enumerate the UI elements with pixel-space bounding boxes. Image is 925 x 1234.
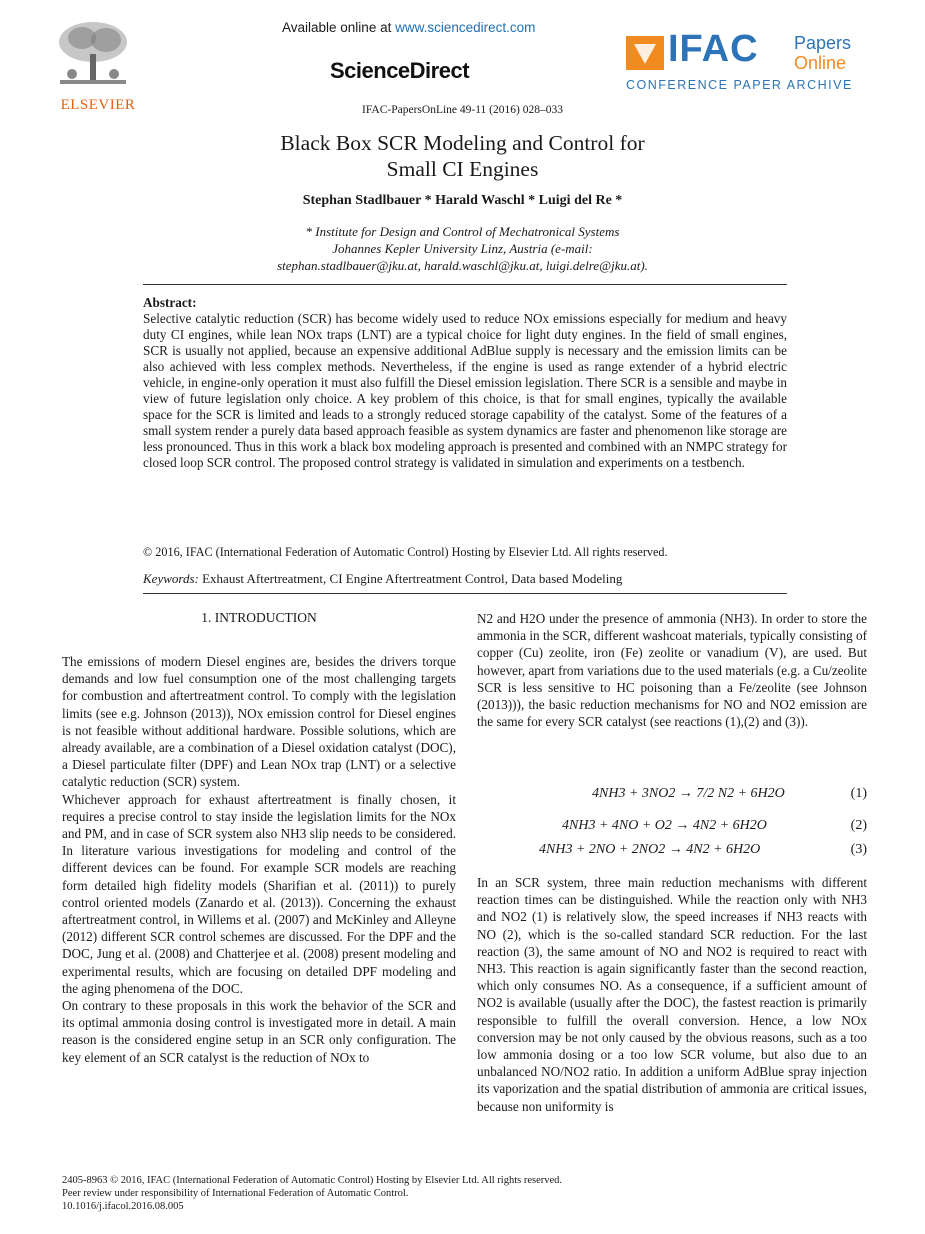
page-footer — [62, 1174, 862, 1213]
abstract-top-rule — [143, 284, 787, 285]
equation-3-number: (3) — [850, 842, 867, 857]
keywords-text: Exhaust Aftertreatment, CI Engine Aftertreatment Control, Data based Modeling — [198, 571, 623, 586]
footer-peer-review-line: Peer review under responsibility of International Federation of Automatic Control. — [62, 1188, 409, 1199]
section-heading-introduction: 1. INTRODUCTION — [201, 610, 317, 625]
copyright-line: © 2016, IFAC (International Federation of Automatic Control) Hosting by Elsevier Ltd. All rights reserved. — [143, 545, 668, 559]
equation-1: 4NH3 + 3NO2 → 7/2 N2 + 6H2O — [592, 786, 785, 801]
equation-2-number: (2) — [850, 818, 867, 833]
abstract-heading: Abstract: — [143, 295, 197, 310]
authors: Stephan Stadlbauer * Harald Waschl * Luigi del Re * — [302, 193, 623, 208]
elsevier-tree-icon — [52, 18, 134, 90]
sciencedirect-logo: ScienceDirect — [330, 58, 470, 83]
ifac-archive-label: CONFERENCE PAPER ARCHIVE — [626, 78, 853, 92]
right-column-bottom — [477, 874, 867, 1115]
intro-paragraph-3: On contrary to these proposals in this work the behavior of the SCR and its optimal ammonia dosing control is investigated more in detail. A main reason is the considered engine setup in an SCR only configuration. The key element of an SCR catalyst is the reduction of NOx to — [62, 998, 456, 1065]
ifac-wordmark: IFAC — [668, 28, 759, 70]
journal-reference: IFAC-PapersOnLine 49-11 (2016) 028–033 — [362, 104, 563, 116]
paper-title — [0, 130, 925, 182]
availability-line — [282, 20, 535, 35]
title-line-1: Black Box SCR Modeling and Control for — [280, 131, 645, 155]
title-line-2: Small CI Engines — [386, 157, 539, 181]
affiliation — [0, 223, 925, 274]
elsevier-logo — [52, 18, 144, 114]
keywords-label: Keywords: — [143, 571, 199, 586]
keywords-line — [143, 571, 787, 587]
elsevier-wordmark: ELSEVIER — [60, 97, 136, 113]
ifac-papers-online-logo — [626, 28, 871, 96]
footer-issn-line: 2405-8963 © 2016, IFAC (International Federation of Automatic Control) Hosting by Elsevier Ltd. All rights reserved. — [62, 1175, 563, 1186]
equations-block — [477, 780, 867, 862]
right-paragraph-2: In an SCR system, three main reduction mechanisms with different reaction times can be distinguished. While the reaction only with NH3 and NO2 (1) is relatively slow, the speed increases if NH3 reacts with NO (2), which is the so-called standard SCR reduction. For the last reaction (3), the same amount of NO and NO2 is required to react with NH3. This reaction is again significantly faster than the second reaction, which only consumes NO. As a consequence, if a sufficient amount of NO2 is available (usually after the DOC), the fastest reaction is primarily responsible to fulfill the overall conversion. Hence, a low NOx conversion may be not only caused by the obvious reasons, such as a too low ammonia dosing or a too low SCR volume, but also due to an unbalanced NO/NO2 ratio. In addition a uniform AdBlue spray injection its vaporization and the spatial distribution of ammonia are critical issues, because non uniformity is — [477, 875, 867, 1114]
left-column — [62, 653, 456, 1066]
available-prefix: Available online at — [282, 20, 396, 35]
right-paragraph-1: N2 and H2O under the presence of ammonia (NH3). In order to store the ammonia in the SCR, different washcoat materials, typically consisting of copper (Cu) zeolite, iron (Fe) zeolite or vanadium (V), are used. But however, apart from variations due to the used materials (e.g. a Cu/zeolite SCR is less sensitive to HC poisoning than a Fe/zeolite (see Johnson (2013))), the basic reduction mechanisms for NO and NO2 emission are the same for every SCR catalyst (see reactions (1),(2) and (3)). — [477, 611, 867, 730]
abstract-block — [143, 295, 787, 471]
ifac-emblem-icon — [626, 36, 664, 70]
affiliation-line-2: Johannes Kepler University Linz, Austria (e-mail: — [332, 241, 593, 256]
keywords-bottom-rule — [143, 593, 787, 594]
abstract-text: Selective catalytic reduction (SCR) has become widely used to reduce NOx emissions especially for medium and heavy duty CI engines, while lean NOx traps (LNT) are a typical choice for light duty engines. In the field of small engines, SCR is usually not applied, because an expensive additional AdBlue supply is necessary and the emission limits can be also achieved with less complex methods. Nevertheless, if the engine is used as range extender of a hybrid electric vehicle, in engine-only operation it must also fulfill the Diesel emission legislation. There SCR is a sensible and maybe in view of future legislation only choice. A key problem of this choice, is that for small engines, typically the available space for the SCR is limited and leads to a strongly reduced storage capability of the catalyst. Some of the features of a small system render a purely data based approach feasible as system dynamics are faster and phenomenon like storage are less pronounced. Thus in this work a black box modeling approach is presented and combined with an NMPC strategy for closed loop SCR control. The proposed control strategy is validated in simulation and experiments on a testbench. — [143, 311, 787, 470]
footer-doi[interactable]: 10.1016/j.ifacol.2016.08.005 — [62, 1201, 184, 1212]
equation-2: 4NH3 + 4NO + O2 → 4N2 + 6H2O — [562, 818, 767, 833]
ifac-papers-label: Papers — [794, 33, 852, 53]
equation-1-number: (1) — [850, 786, 867, 801]
right-column-top — [477, 610, 867, 730]
sciencedirect-link[interactable]: www.sciencedirect.com — [395, 20, 536, 35]
intro-paragraph-1: The emissions of modern Diesel engines are, besides the drivers torque demands and low fuel consumption one of the most challenging targets for combustion and aftertreatment control. To comply with the legislation limits (see e.g. Johnson (2013)), NOx emission control for Diesel engines is not feasible without additional hardware. Possible solutions, which are already available, are a combination of a Diesel oxidation catalyst (DOC), a Diesel particulate filter (DPF) and Lean NOx trap (LNT) or a selective catalytic reduction (SCR) system. — [62, 654, 456, 790]
intro-paragraph-2: Whichever approach for exhaust aftertreatment is finally chosen, it requires a precise control to stay inside the legislation limits for the NOx and PM, and in case of SCR system also NH3 slip needs to be considered. In literature various investigations for modeling and control of the different devices can be found. For example SCR models are reaching form detailed high fidelity models (Sharifian et al. (2011)) to purely control oriented models (Zanardo et al. (2013)). Concerning the exhaust aftertreatment control, in Willems et al. (2007) and McKinley and Alleyne (2012) different SCR control schemes are discussed. For the DPF and the DOC, Jung et al. (2008) and Chatterjee et al. (2008) present modeling and experimental results, which are focusing on detailed DPF modeling and the aging phenomena of the DOC. — [62, 791, 456, 996]
equation-3: 4NH3 + 2NO + 2NO2 → 4N2 + 6H2O — [539, 842, 761, 857]
ifac-online-label: Online — [794, 53, 847, 73]
affiliation-line-1: * Institute for Design and Control of Mechatronical Systems — [305, 224, 620, 239]
affiliation-line-3: stephan.stadlbauer@jku.at, harald.waschl@jku.at, luigi.delre@jku.at). — [277, 258, 648, 273]
